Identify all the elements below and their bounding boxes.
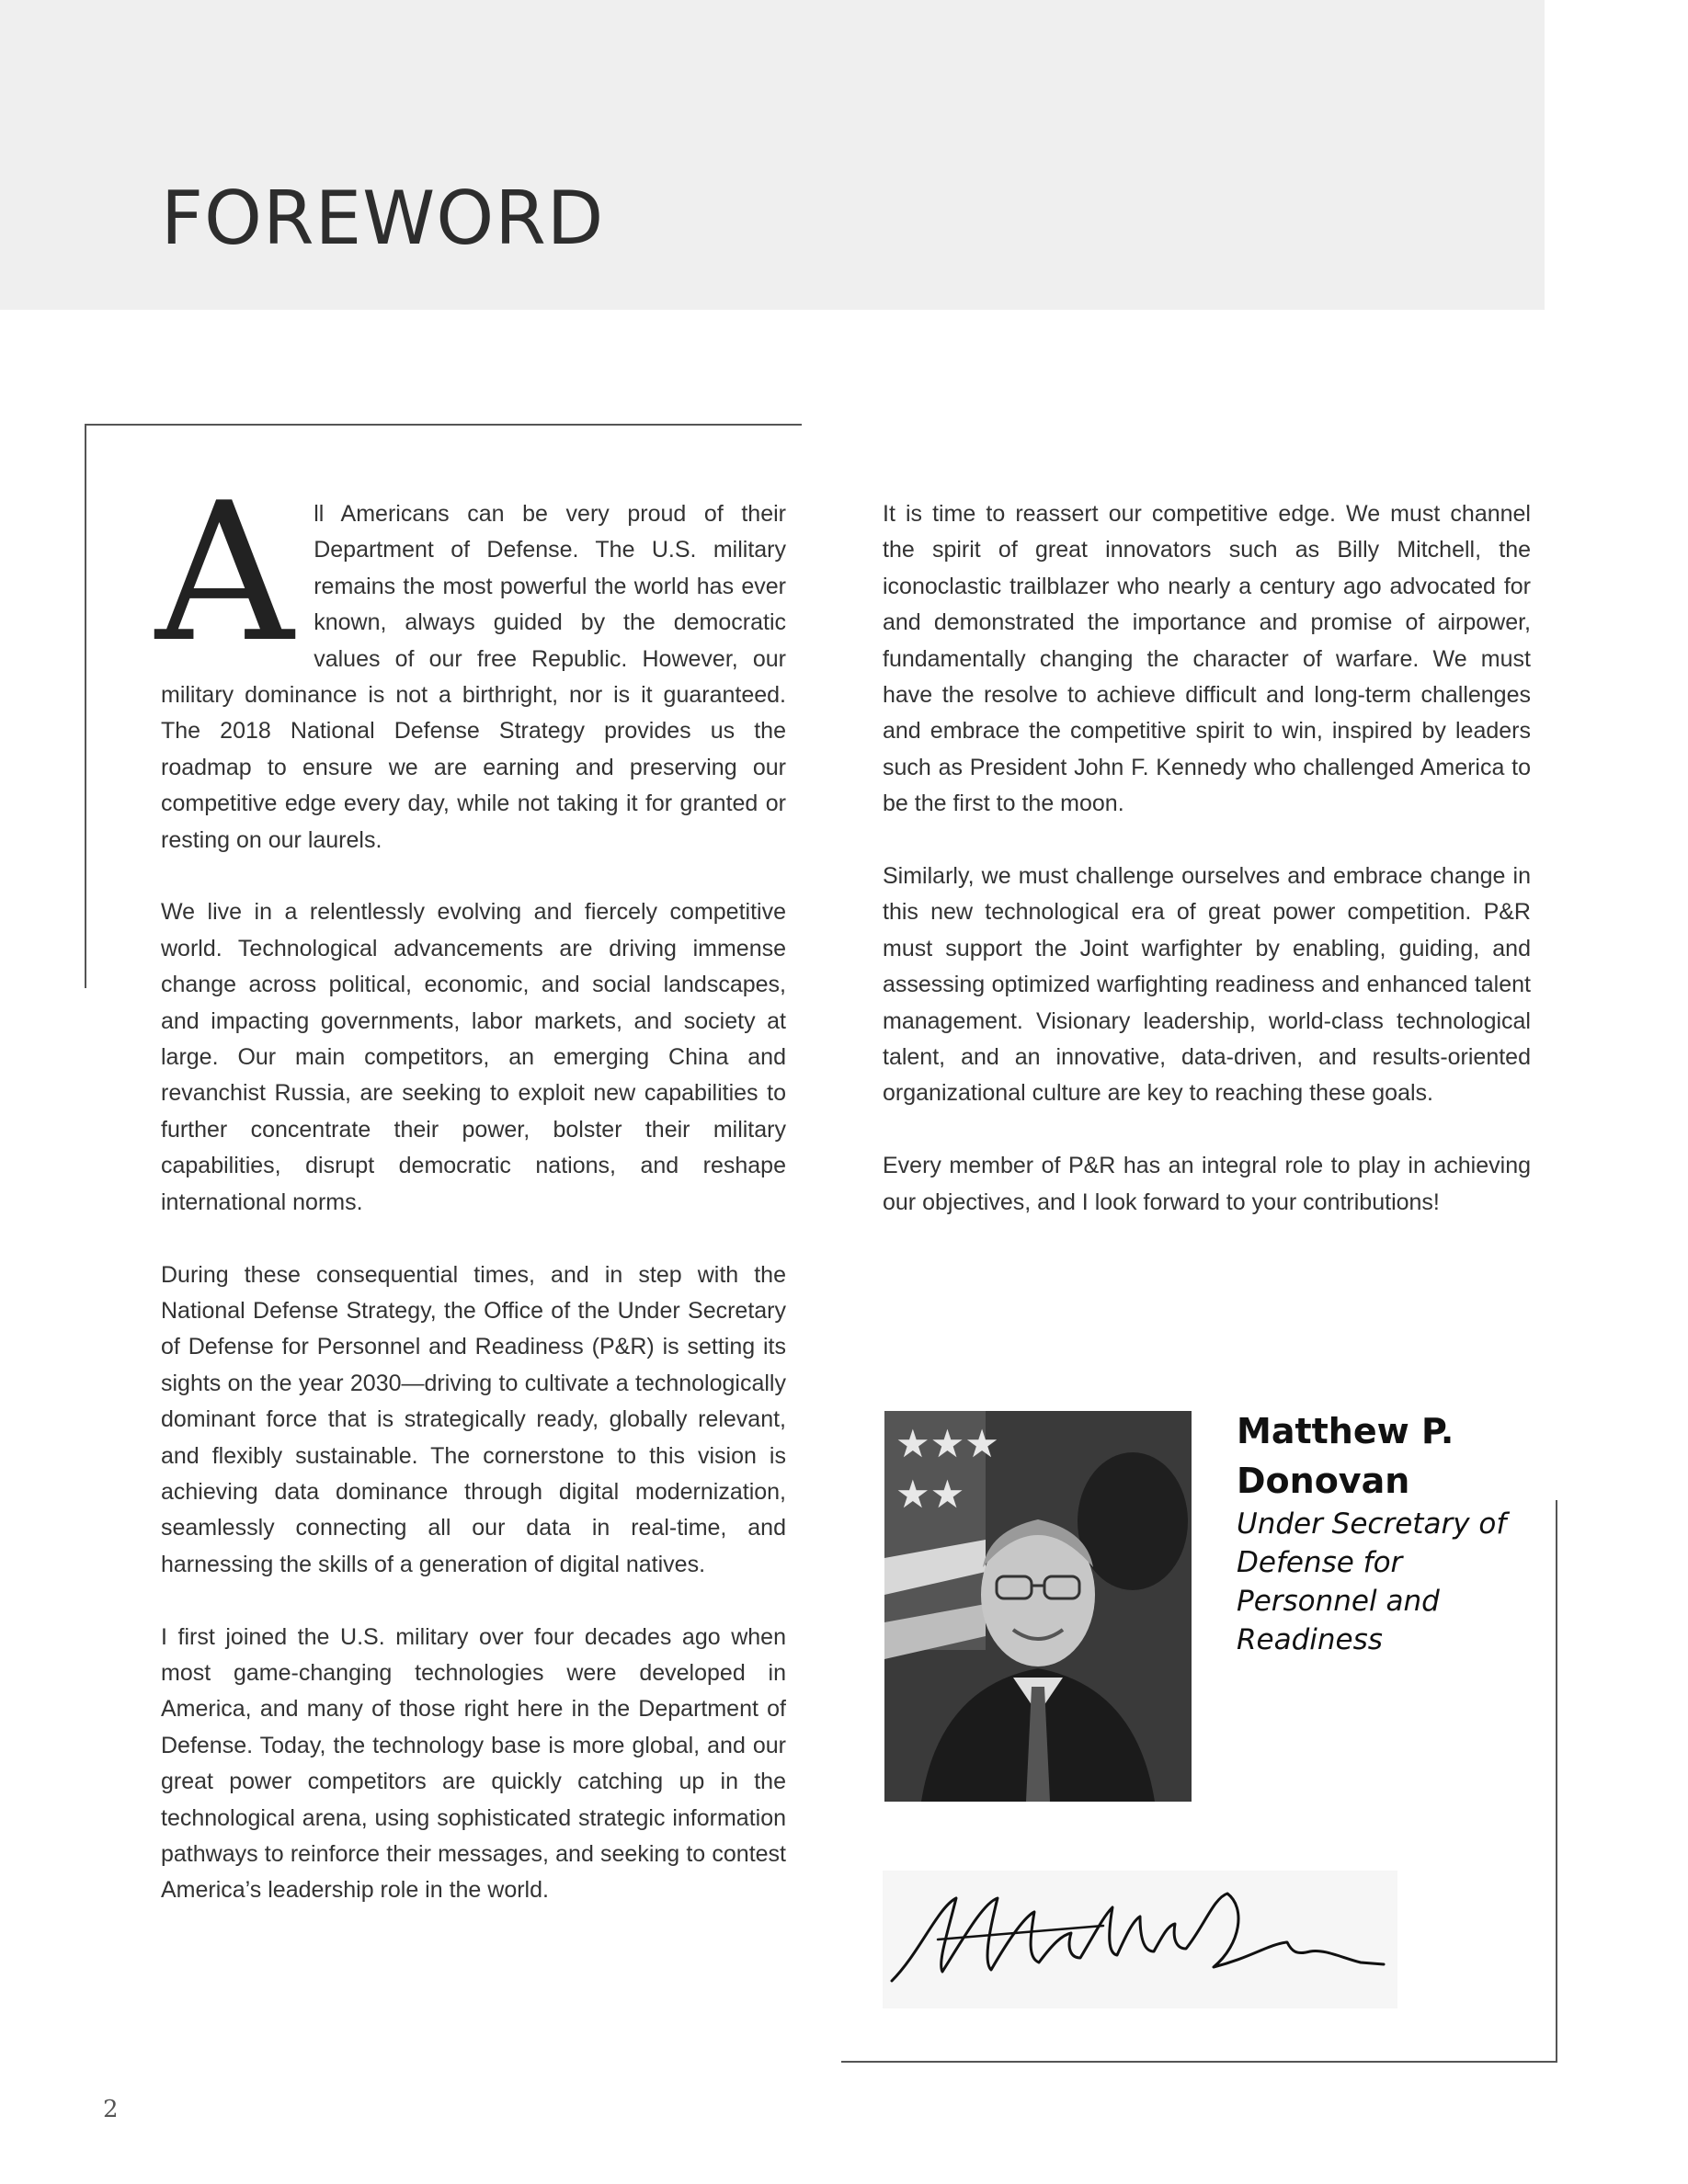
paragraph: We live in a relentlessly evolving and fiercely competitive world. Technological advancements are driving immense change across political, economic, and social landscapes, and impacting governments, labor markets, and society at large. Our main competitors, an emerging China and revanchist Russia, are seeking to exploit new capabilities to further concentrate their power, bolster their military capabilities, disrupt democratic nations, and reshape international norms. <box>161 899 786 1215</box>
signatory-name: Matthew P. Donovan <box>1237 1411 1454 1501</box>
frame-line-left <box>85 424 86 988</box>
paragraph-text: ll Americans can be very proud of their Department of Defense. The U.S. military remains the most powerful the world has ever known, always guided by the democratic values of our free Republic. However, our military dominance is not a birthright, nor is it guaranteed. The 2018 National Defense Strategy provides us the roadmap to ensure we are earning and preserving our competitive edge every day, while not taking it for granted or resting on our laurels. <box>161 501 786 853</box>
paragraph: Similarly, we must challenge ourselves and embrace change in this new technological era of great power competition. P&R must support the Joint warfighter by enabling, guiding, and assessing optimized warfighting readiness and enhanced talent management. Visionary leadership, world-class technological talent, and an innovative, data-driven, and results-oriented organizational culture are key to reaching these goals. <box>883 863 1531 1107</box>
paragraph <box>155 462 786 859</box>
frame-line-top <box>85 424 802 426</box>
page-number: 2 <box>103 2096 119 2123</box>
svg-text:★★★: ★★★ <box>895 1421 999 1466</box>
paragraph: It is time to reassert our competitive edge. We must channel the spirit of great innovators such as Billy Mitchell, the iconoclastic trailblazer who nearly a century ago advocated for and demonstrated the importance and promise of airpower, fundamentally changing the character of warfare. We must have the resolve to achieve difficult and long-term challenges and embrace the competitive spirit to win, inspired by leaders such as President John F. Kennedy who challenged America to be the first to the moon. <box>883 501 1531 817</box>
portrait-photo <box>884 1411 1192 1802</box>
page-title: FOREWORD <box>161 176 605 261</box>
drop-cap: A <box>155 462 294 685</box>
frame-line-right <box>1556 1500 1557 2063</box>
signatory-title: Under Secretary of Defense for Personnel and Readiness <box>1237 1507 1507 1656</box>
paragraph: Every member of P&R has an integral role to play in achieving our objectives, and I look forward to your contributions! <box>883 1153 1531 1215</box>
paragraph: During these consequential times, and in step with the National Defense Strategy, the Office of the Under Secretary of Defense for Personnel and Readiness (P&R) is setting its sights on the year 2030—driving to cultivate a technologically dominant force that is strategically ready, globally relevant, and flexibly sustainable. The cornerstone to this vision is achieving data dominance through digital modernization, seamlessly connecting all our data in real-time, and harnessing the skills of a generation of digital natives. <box>161 1261 786 1577</box>
left-column <box>155 462 786 1945</box>
svg-text:★★: ★★ <box>895 1472 965 1517</box>
paragraph: I first joined the U.S. military over four decades ago when most game-changing technologies were developed in America, and many of those right here in the Department of Defense. Today, the technology base is more global, and our great power competitors are quickly catching up in the technological arena, using sophisticated strategic information pathways to reinforce their messages, and seeking to contest America’s leadership role in the world. <box>161 1623 786 1904</box>
right-column <box>883 496 1531 1257</box>
handwritten-signature <box>883 1871 1397 2008</box>
header-band <box>0 0 1545 310</box>
frame-line-bottom <box>841 2061 1557 2063</box>
